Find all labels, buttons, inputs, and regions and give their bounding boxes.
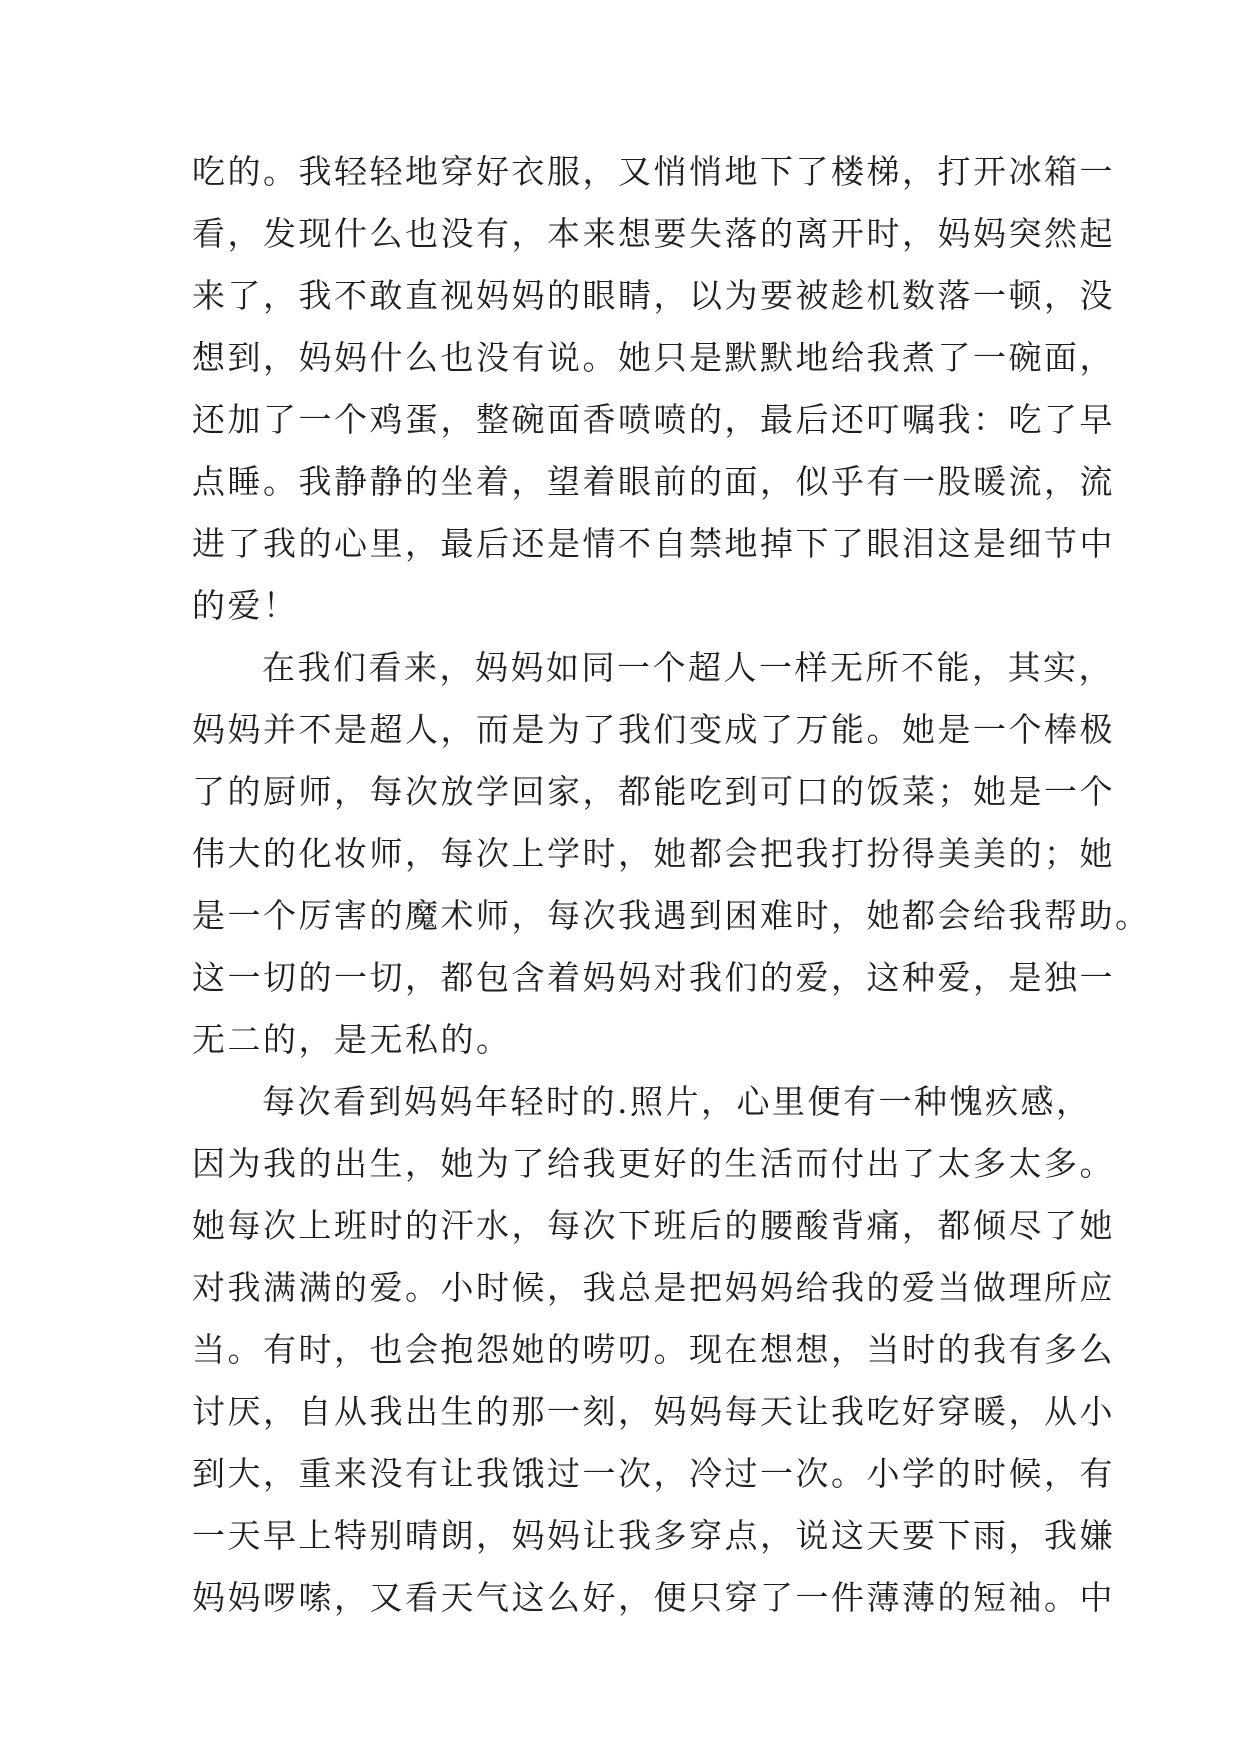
essay-body — [192, 141, 1151, 1629]
text-line: 的爱！ — [192, 586, 299, 625]
text-line: 想到，妈妈什么也没有说。她只是默默地给我煮了一碗面， — [192, 338, 1115, 377]
text-line: 吃的。我轻轻地穿好衣服，又悄悄地下了楼梯，打开冰箱一 — [192, 152, 1115, 191]
paragraph-first-line: 在我们看来，妈妈如同一个超人一样无所不能，其实， — [262, 648, 1114, 687]
text-line: 是一个厉害的魔术师，每次我遇到困难时，她都会给我帮助。 — [192, 896, 1151, 935]
text-line: 了的厨师，每次放学回家，都能吃到可口的饭菜；她是一个 — [192, 772, 1115, 811]
text-line: 妈妈并不是超人，而是为了我们变成了万能。她是一个棒极 — [192, 710, 1115, 749]
text-line: 对我满满的爱。小时候，我总是把妈妈给我的爱当做理所应 — [192, 1268, 1115, 1307]
text-line: 无二的，是无私的。 — [192, 1020, 512, 1059]
text-line: 因为我的出生，她为了给我更好的生活而付出了太多太多。 — [192, 1144, 1115, 1183]
text-line: 讨厌，自从我出生的那一刻，妈妈每天让我吃好穿暖，从小 — [192, 1392, 1115, 1431]
text-line: 还加了一个鸡蛋，整碗面香喷喷的，最后还叮嘱我：吃了早 — [192, 400, 1115, 439]
text-line: 看，发现什么也没有，本来想要失落的离开时，妈妈突然起 — [192, 214, 1115, 253]
text-line: 进了我的心里，最后还是情不自禁地掉下了眼泪这是细节中 — [192, 524, 1115, 563]
text-line: 点睡。我静静的坐着，望着眼前的面，似乎有一股暖流，流 — [192, 462, 1115, 501]
paragraph-first-line: 每次看到妈妈年轻时的.照片，心里便有一种愧疚感， — [262, 1082, 1092, 1121]
text-line: 一天早上特别晴朗，妈妈让我多穿点，说这天要下雨，我嫌 — [192, 1516, 1115, 1555]
text-line: 来了，我不敢直视妈妈的眼睛，以为要被趁机数落一顿，没 — [192, 276, 1115, 315]
text-line: 当。有时，也会抱怨她的唠叨。现在想想，当时的我有多么 — [192, 1330, 1115, 1369]
text-line: 到大，重来没有让我饿过一次，冷过一次。小学的时候，有 — [192, 1454, 1115, 1493]
text-line: 妈妈啰嗦，又看天气这么好，便只穿了一件薄薄的短袖。中 — [192, 1578, 1115, 1617]
text-line: 她每次上班时的汗水，每次下班后的腰酸背痛，都倾尽了她 — [192, 1206, 1115, 1245]
text-line: 这一切的一切，都包含着妈妈对我们的爱，这种爱，是独一 — [192, 958, 1115, 997]
text-line: 伟大的化妆师，每次上学时，她都会把我打扮得美美的；她 — [192, 834, 1115, 873]
